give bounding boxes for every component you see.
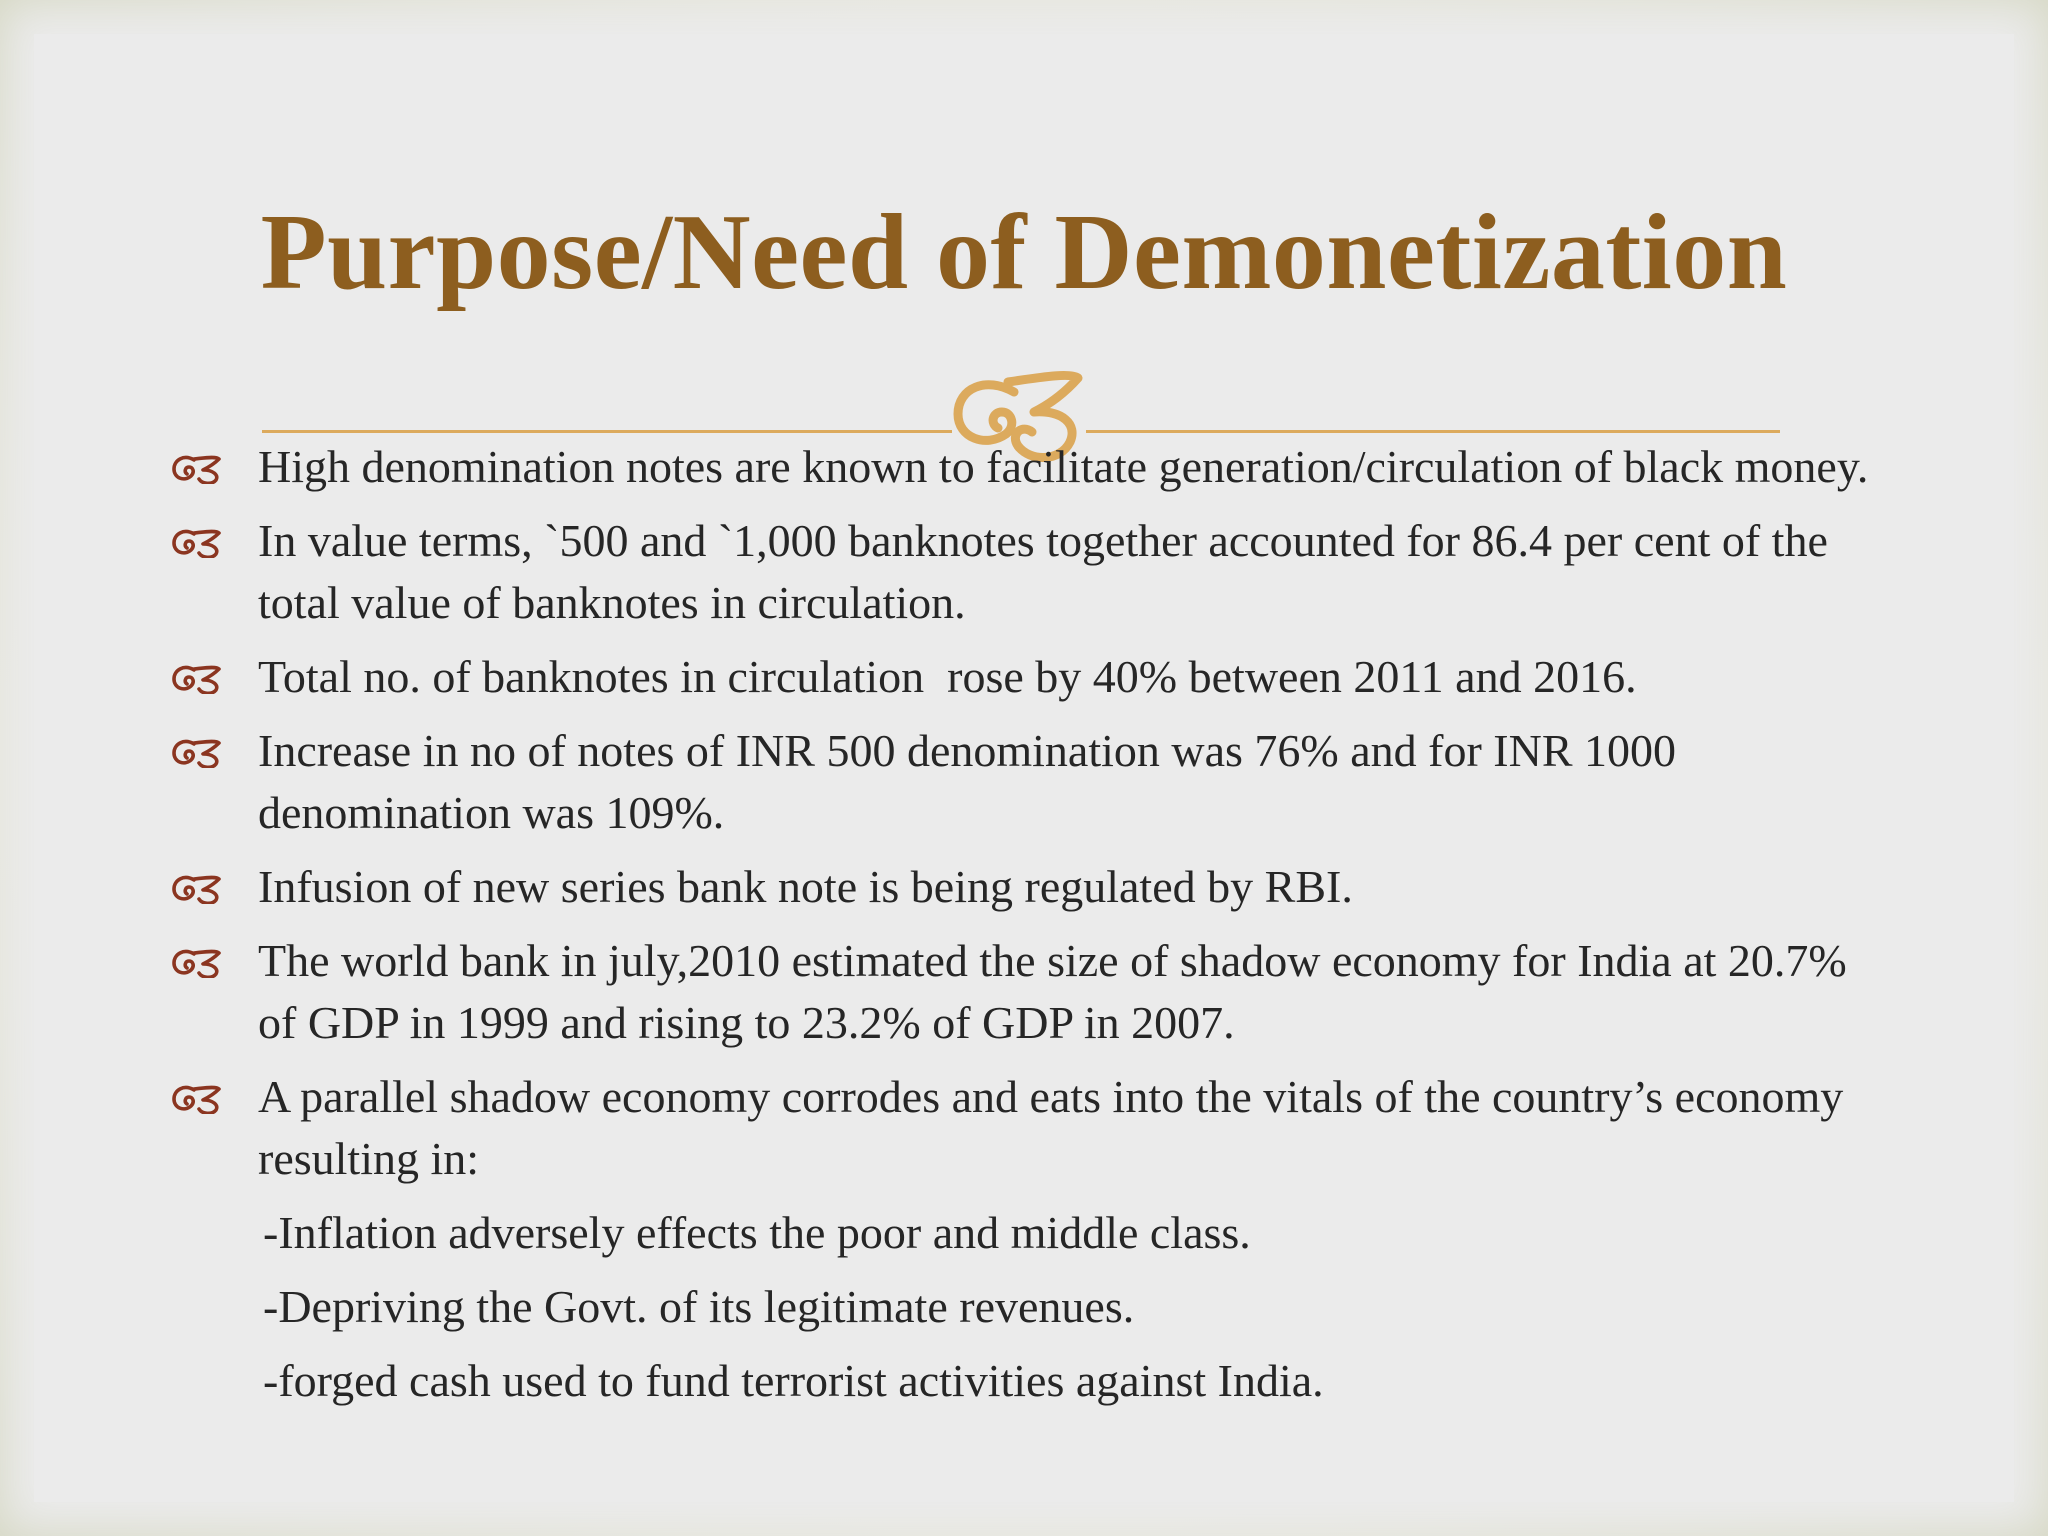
bullet-item	[172, 856, 1872, 918]
curl-bullet-icon	[172, 528, 222, 558]
bullet-item	[172, 720, 1872, 844]
bullet-text: In value terms, `500 and `1,000 banknotes together accounted for 86.4 per cent of the total value of banknotes in circulation.	[258, 515, 1828, 628]
bullet-item	[172, 510, 1872, 634]
title-divider-left	[262, 430, 952, 433]
bullet-item	[172, 436, 1872, 498]
sub-list-item: -Inflation adversely effects the poor and middle class.	[263, 1207, 1251, 1258]
curl-bullet-icon	[172, 454, 222, 484]
bullet-item	[172, 930, 1872, 1054]
curl-bullet-icon	[172, 738, 222, 768]
bullet-text: Infusion of new series bank note is being regulated by RBI.	[258, 861, 1353, 912]
bullet-text: Increase in no of notes of INR 500 denomination was 76% and for INR 1000 denomination was 109%.	[258, 725, 1677, 838]
sub-list-item: -forged cash used to fund terrorist activities against India.	[263, 1355, 1324, 1406]
bullet-item	[172, 1066, 1872, 1190]
curl-bullet-icon	[172, 664, 222, 694]
curl-bullet-icon	[172, 874, 222, 904]
curl-bullet-icon	[172, 948, 222, 978]
curl-bullet-icon	[172, 1084, 222, 1114]
sub-list-item: -Depriving the Govt. of its legitimate revenues.	[263, 1281, 1135, 1332]
slide-title: Purpose/Need of Demonetization	[260, 193, 1788, 312]
title-divider-right	[1086, 430, 1780, 433]
bullet-text: A parallel shadow economy corrodes and eats into the vitals of the country’s economy resulting in:	[258, 1071, 1844, 1184]
bullet-text: The world bank in july,2010 estimated the size of shadow economy for India at 20.7% of GDP in 1999 and rising to 23.2% of GDP in 2007.	[258, 935, 1847, 1048]
bullet-text: High denomination notes are known to facilitate generation/circulation of black money.	[258, 441, 1869, 492]
bullet-text: Total no. of banknotes in circulation rose by 40% between 2011 and 2016.	[258, 651, 1637, 702]
bullet-list	[172, 436, 1872, 1424]
bullet-item	[172, 646, 1872, 708]
